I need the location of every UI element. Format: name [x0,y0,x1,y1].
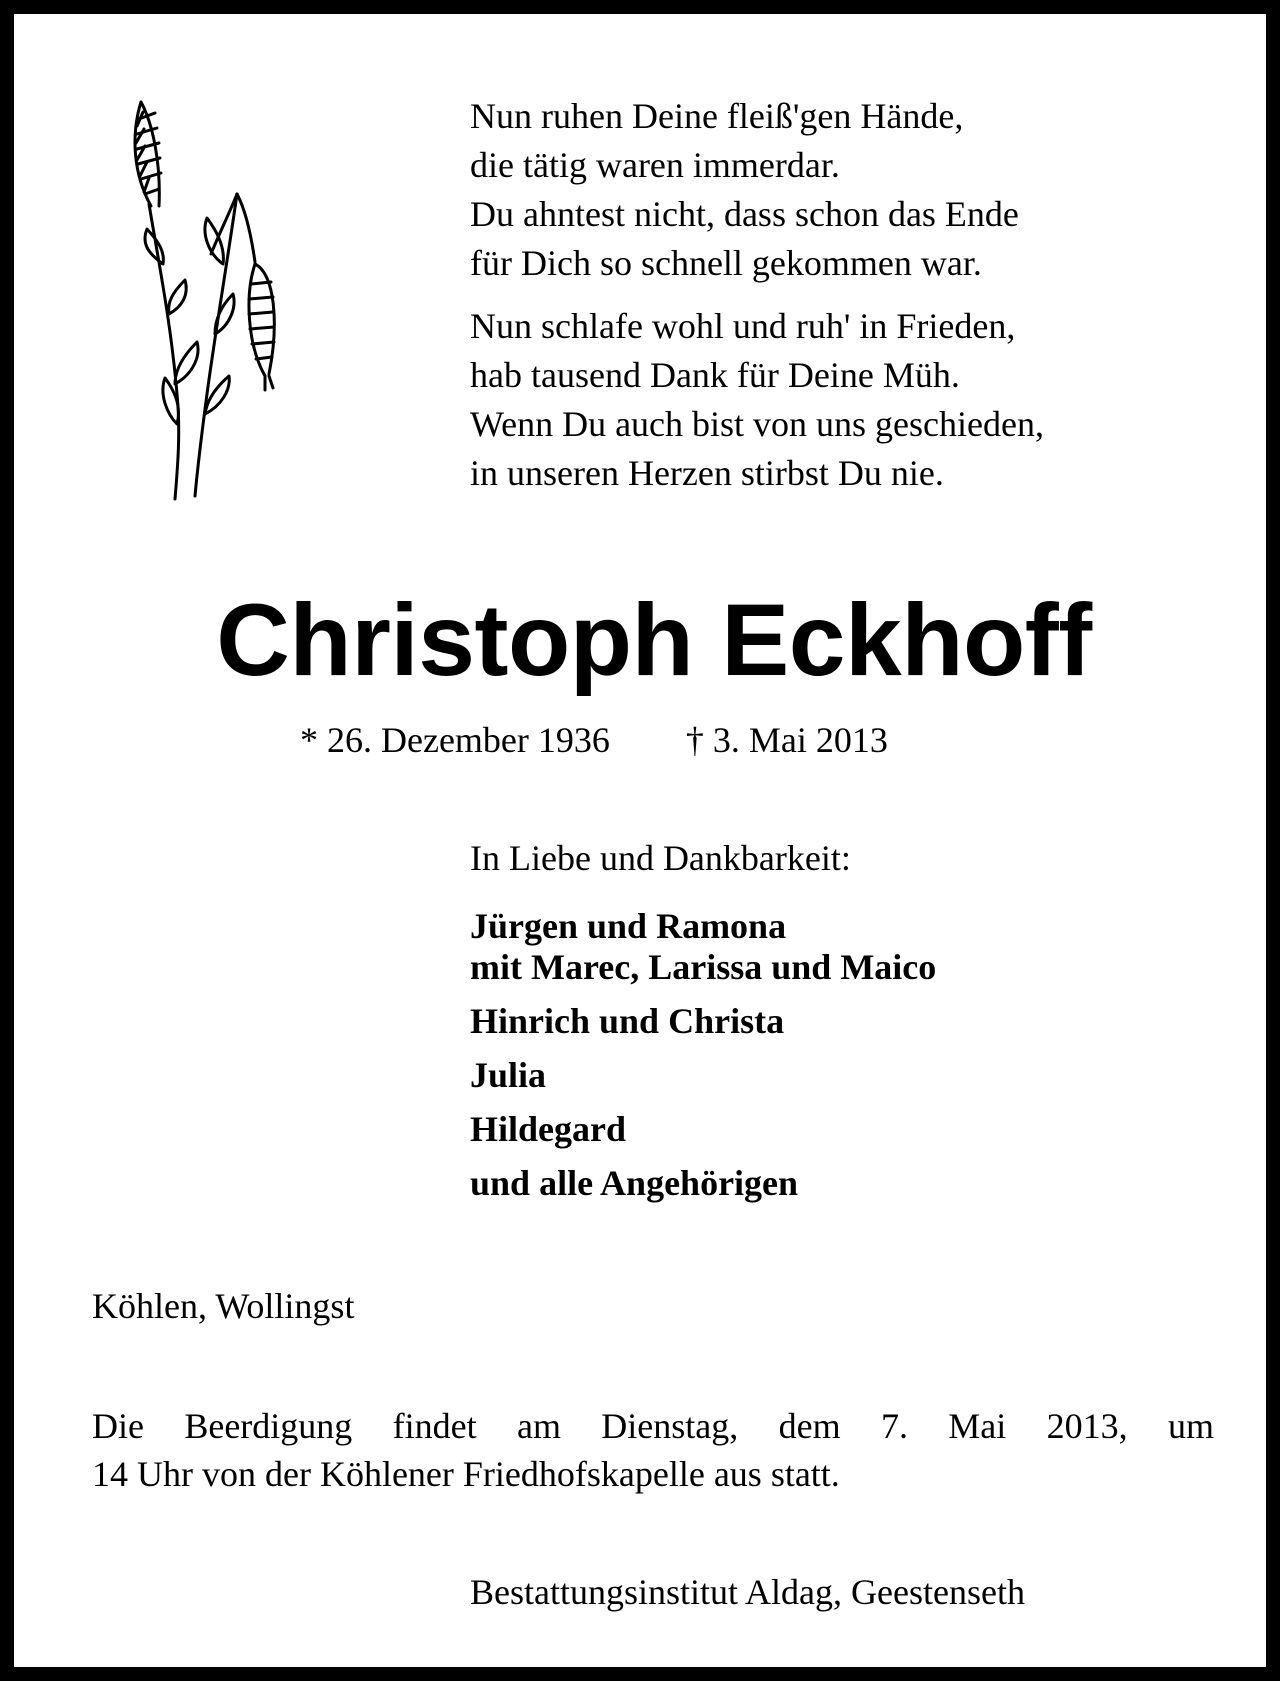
mourner-group [470,1055,936,1096]
mourner-line: Julia [470,1055,547,1095]
mourner-line: und alle Angehörigen [470,1163,799,1203]
undertaker-line: Bestattungsinstitut Aldag, Geestenseth [470,1572,1025,1612]
poem [470,92,1230,512]
funeral-notice [92,1402,1214,1498]
poem-line: in unseren Herzen stirbst Du nie. [470,453,944,493]
poem-stanza [470,92,1230,288]
poem-stanza [470,302,1230,498]
mourner-line: Jürgen und Ramona [470,906,787,946]
mourner-line: Hinrich und Christa [470,1001,785,1041]
poem-line: Nun schlafe wohl und ruh' in Frieden, [470,306,1016,346]
poem-line: Wenn Du auch bist von uns geschieden, [470,404,1044,444]
wheat-icon [119,94,304,504]
mourner-group [470,1001,936,1042]
mourner-group [470,1109,936,1150]
mourner-line: mit Marec, Larissa und Maico [470,947,937,987]
poem-line: Nun ruhen Deine fleiß'gen Hände, [470,96,964,136]
funeral-line: Die Beerdigung findet am Dienstag, dem 7. Mai 2013, um [92,1406,1214,1446]
mourners-list [470,906,936,1217]
poem-line: für Dich so schnell gekommen war. [470,243,982,283]
poem-line: hab tausend Dank für Deine Müh. [470,355,960,395]
birth-date: * 26. Dezember 1936 [300,720,610,760]
life-dates [300,718,888,762]
mourner-group [470,1163,936,1204]
poem-line: die tätig waren immerdar. [470,145,840,185]
death-date: † 3. Mai 2013 [685,720,888,760]
mourners-intro: In Liebe und Dankbarkeit: [470,838,851,878]
poem-line: Du ahntest nicht, dass schon das Ende [470,194,1019,234]
place-line: Köhlen, Wollingst [92,1286,355,1326]
mourner-line: Hildegard [470,1109,627,1149]
funeral-line: 14 Uhr von der Köhlener Friedhofskapelle aus statt. [92,1454,840,1494]
deceased-name: Christoph Eckhoff [216,583,1092,697]
mourner-group [470,906,936,988]
